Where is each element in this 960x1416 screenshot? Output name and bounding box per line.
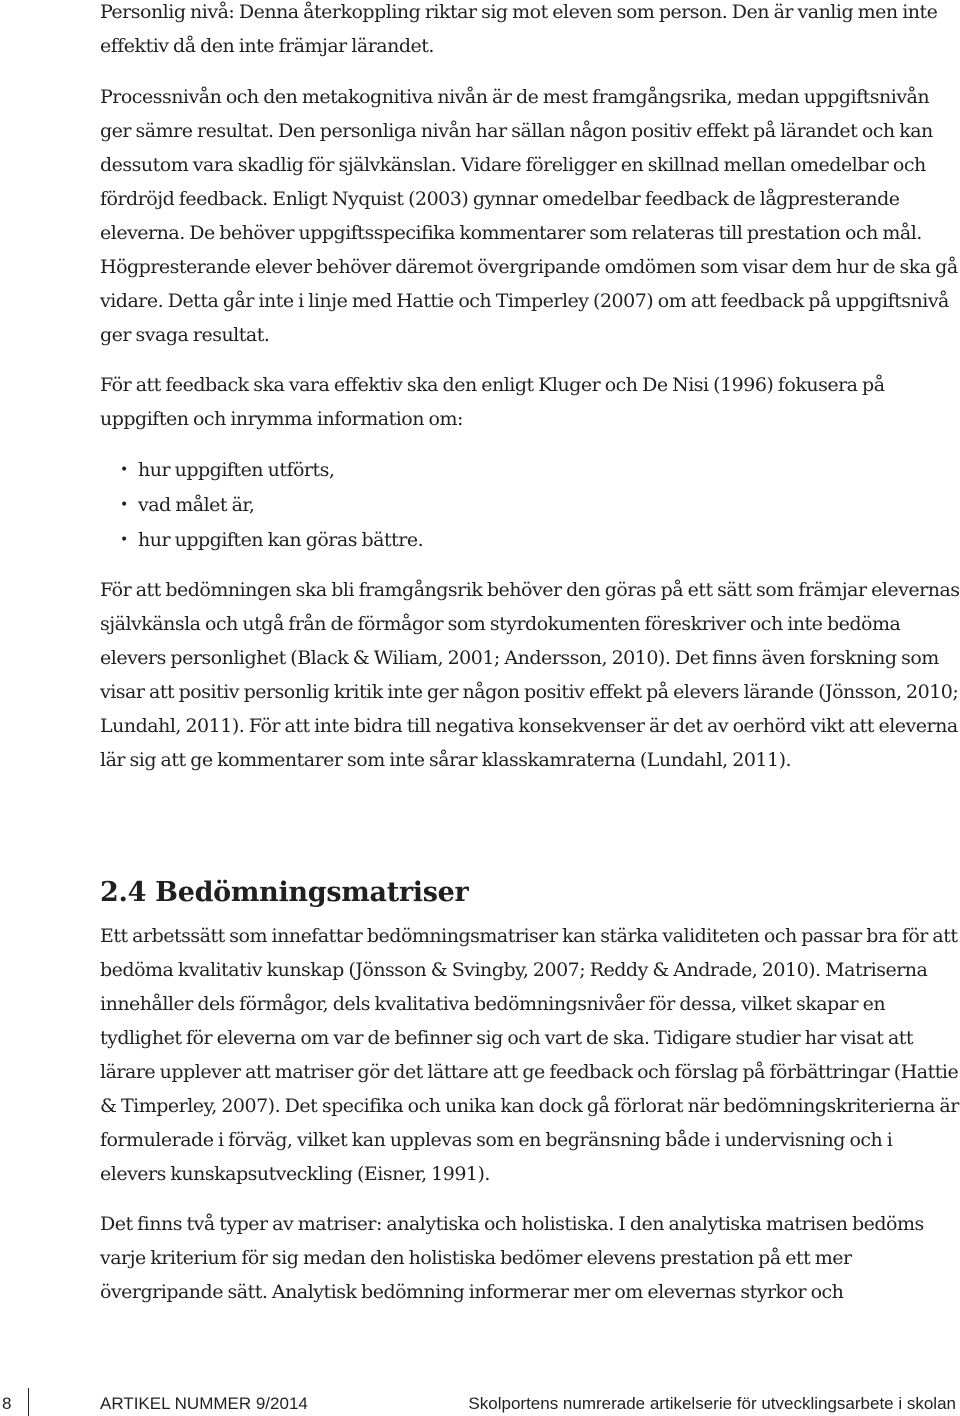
paragraph-successful-assessment: För att bedömningen ska bli framgångsrik behöver den göras på ett sätt som främjar elevernas självkänsla och utgå från de förmågor som styrdokumenten föreskriver och inte bedöma elevers personlighet (Black & Wiliam, 2001; Andersson, 2010). Det finns även forskning som visar att positiv personlig kritik inte ger någon positiv effekt på elevers lärande (Jönsson, 2010; Lundahl, 2011). För att inte bidra till negativa konsekvenser är det av oerhörd vikt att eleverna lär sig att ge kommentarer som inte sårar klasskamraterna (Lundahl, 2011).: [100, 579, 960, 771]
list-item: [100, 523, 960, 558]
list-item-text: hur uppgiften kan göras bättre.: [138, 529, 424, 551]
bullet-icon: •: [120, 462, 128, 478]
list-item: [100, 488, 960, 523]
paragraph-rubrics: Ett arbetssätt som innefattar bedömningsmatriser kan stärka validiteten och passar bra för att bedöma kvalitativ kunskap (Jönsson & Svingby, 2007; Reddy & Andrade, 2010). Matriserna innehåller dels förmågor, dels kvalitativa bedömningsnivåer för dessa, vilket skapar en tydlighet för eleverna om var de befinner sig och vart de ska. Tidigare studier har visat att lärare upplever att matriser gör det lättare att ge feedback och förslag på förbättringar (Hattie & Timperley, 2007). Det specifika och unika kan dock gå förlorat när bedömningskriterierna är formulerade i förväg, vilket kan upplevas som en begränsning både i undervisning och i elevers kunskapsutveckling (Eisner, 1991).: [100, 925, 959, 1185]
list-item-text: vad målet är,: [138, 494, 255, 516]
paragraph-rubric-types: Det finns två typer av matriser: analytiska och holistiska. I den analytiska matrisen bedöms varje kriterium för sig medan den holistiska bedömer elevens prestation på ett mer övergripande sätt. Analytisk bedömning informerar mer om elevernas styrkor och: [100, 1213, 924, 1303]
paragraph-personal-level: Personlig nivå: Denna återkoppling riktar sig mot eleven som person. Den är vanlig men inte effektiv då den inte främjar lärandet.: [100, 1, 938, 57]
publication-label: ARTIKEL NUMMER 9/2014: [100, 1394, 308, 1413]
page-number: 8: [2, 1394, 12, 1413]
list-item: [100, 453, 960, 488]
series-label: Skolportens numrerade artikelserie för utvecklingsarbete i skolan: [468, 1394, 956, 1413]
list-item-text: hur uppgiften utförts,: [138, 459, 335, 481]
paragraph-effective-feedback: För att feedback ska vara effektiv ska den enligt Kluger och De Nisi (1996) fokusera på uppgiften och inrymma information om:: [100, 374, 885, 430]
bullet-icon: •: [120, 497, 128, 513]
feedback-info-list: [100, 453, 960, 558]
page-footer: [0, 1388, 960, 1416]
paragraph-feedback-levels: Processnivån och den metakognitiva nivån är de mest framgångsrika, medan uppgiftsnivån ger sämre resultat. Den personliga nivån har sällan någon positiv effekt på lärandet och kan dessutom vara skadlig för självkänslan. Vidare föreligger en skillnad mellan omedelbar och fördröjd feedback. Enligt Nyquist (2003) gynnar omedelbar feedback de lågpresterande eleverna. De behöver uppgiftsspecifika kommentarer som relateras till prestation och mål. Högpresterande elever behöver däremot övergripande omdömen som visar dem hur de ska gå vidare. Detta går inte i linje med Hattie och Timperley (2007) om att feedback på uppgiftsnivå ger svaga resultat.: [100, 86, 958, 346]
footer-divider: [28, 1388, 29, 1416]
bullet-icon: •: [120, 532, 128, 548]
section-heading: 2.4 Bedömningsmatriser: [100, 877, 469, 908]
